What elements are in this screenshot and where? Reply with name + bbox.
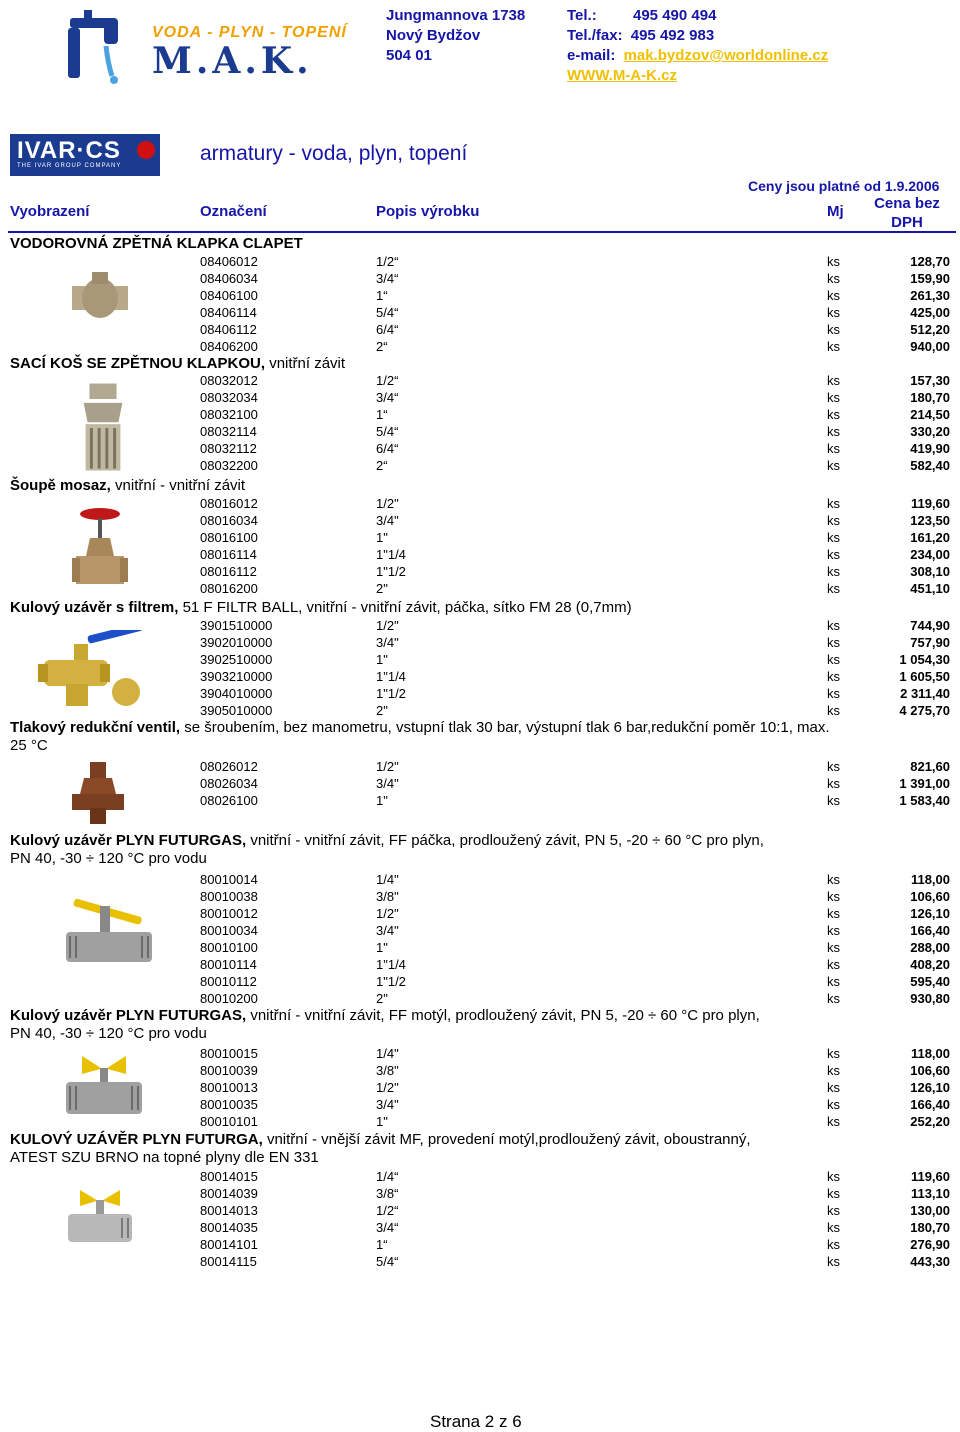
section-heading-bold: Šoupě mosaz, (10, 477, 111, 494)
product-unit: ks (827, 618, 840, 633)
product-code: 80014035 (200, 1220, 258, 1235)
product-code: 08026034 (200, 776, 258, 791)
product-unit: ks (827, 906, 840, 921)
product-code: 08016034 (200, 513, 258, 528)
section-heading-detail: se šroubením, bez manometru, vstupní tlak 30 bar, výstupní tlak 6 bar,redukční poměr 10:1, max. (180, 719, 830, 736)
product-row (0, 685, 960, 702)
product-size: 2“ (376, 458, 388, 473)
section-heading-line2: PN 40, -30 ÷ 120 °C pro vodu (10, 1025, 207, 1042)
product-unit: ks (827, 547, 840, 562)
product-size: 1“ (376, 407, 388, 422)
product-unit: ks (827, 1114, 840, 1129)
section-heading (10, 235, 950, 253)
product-size: 5/4“ (376, 305, 399, 320)
header-rule (8, 231, 956, 233)
product-code: 08406012 (200, 254, 258, 269)
product-row (0, 990, 960, 1007)
product-row (0, 634, 960, 651)
product-code: 08032034 (200, 390, 258, 405)
section-heading (10, 599, 950, 617)
product-unit: ks (827, 1063, 840, 1078)
product-unit: ks (827, 635, 840, 650)
product-size: 3/4“ (376, 1220, 399, 1235)
product-price: 1 605,50 (899, 669, 950, 684)
product-row (0, 529, 960, 546)
product-row (0, 495, 960, 512)
product-size: 1/2" (376, 759, 399, 774)
product-row (0, 1253, 960, 1270)
product-size: 1/4“ (376, 1169, 399, 1184)
product-price: 157,30 (910, 373, 950, 388)
product-row (0, 668, 960, 685)
price-validity-note: Ceny jsou platné od 1.9.2006 (748, 178, 940, 194)
product-size: 1"1/2 (376, 686, 406, 701)
product-unit: ks (827, 390, 840, 405)
product-code: 80010038 (200, 889, 258, 904)
col-header-unit: Mj (827, 203, 844, 220)
product-price: 1 583,40 (899, 793, 950, 808)
email-label: e-mail: (567, 47, 616, 64)
product-size: 3/8“ (376, 1186, 399, 1201)
product-unit: ks (827, 991, 840, 1006)
product-unit: ks (827, 793, 840, 808)
product-price: 425,00 (910, 305, 950, 320)
col-header-image: Vyobrazení (10, 203, 90, 220)
product-size: 2" (376, 581, 388, 596)
product-row (0, 423, 960, 440)
product-price: 118,00 (910, 872, 950, 887)
product-price: 1 054,30 (899, 652, 950, 667)
product-code: 08406034 (200, 271, 258, 286)
product-price: 252,20 (910, 1114, 950, 1129)
product-code: 3902510000 (200, 652, 273, 667)
product-size: 6/4“ (376, 322, 399, 337)
product-size: 1"1/4 (376, 957, 406, 972)
product-unit: ks (827, 581, 840, 596)
section-heading (10, 1131, 950, 1167)
product-code: 80010012 (200, 906, 258, 921)
section-heading-bold: Kulový uzávěr PLYN FUTURGAS, (10, 1007, 247, 1024)
product-price: 1 391,00 (899, 776, 950, 791)
section-heading-line2: ATEST SZU BRNO na topné plyny dle EN 331 (10, 1149, 319, 1166)
product-row (0, 775, 960, 792)
product-unit: ks (827, 407, 840, 422)
product-code: 08026100 (200, 793, 258, 808)
product-price: 443,30 (910, 1254, 950, 1269)
product-code: 08032100 (200, 407, 258, 422)
product-price: 106,60 (910, 1063, 950, 1078)
product-price: 126,10 (910, 906, 950, 921)
col-header-price-line2: DPH (891, 214, 923, 231)
product-row (0, 563, 960, 580)
product-row (0, 580, 960, 597)
product-price: 123,50 (910, 513, 950, 528)
product-size: 1/4" (376, 872, 399, 887)
product-size: 2“ (376, 339, 388, 354)
product-price: 106,60 (910, 889, 950, 904)
product-price: 451,10 (910, 581, 950, 596)
product-row (0, 1202, 960, 1219)
product-size: 3/4" (376, 635, 399, 650)
email-link[interactable]: mak.bydzov@worldonline.cz (623, 47, 829, 64)
product-size: 1/2“ (376, 373, 399, 388)
product-size: 1“ (376, 288, 388, 303)
product-unit: ks (827, 288, 840, 303)
section-heading-bold: Tlakový redukční ventil, (10, 719, 181, 736)
product-unit: ks (827, 703, 840, 718)
logo-slogan: VODA - PLYN - TOPENÍ (152, 24, 347, 41)
product-size: 1"1/2 (376, 564, 406, 579)
product-unit: ks (827, 1237, 840, 1252)
product-price: 595,40 (910, 974, 950, 989)
product-price: 119,60 (910, 496, 950, 511)
product-code: 08406100 (200, 288, 258, 303)
product-code: 80010013 (200, 1080, 258, 1095)
product-code: 80014101 (200, 1237, 258, 1252)
product-unit: ks (827, 322, 840, 337)
product-unit: ks (827, 686, 840, 701)
product-unit: ks (827, 669, 840, 684)
product-unit: ks (827, 889, 840, 904)
product-price: 757,90 (910, 635, 950, 650)
address-city: Nový Bydžov (386, 27, 481, 44)
product-size: 1" (376, 793, 388, 808)
section-heading-bold: Kulový uzávěr PLYN FUTURGAS, (10, 832, 247, 849)
product-size: 1/2" (376, 618, 399, 633)
product-price: 4 275,70 (899, 703, 950, 718)
product-code: 08406114 (200, 305, 257, 320)
product-size: 1/4" (376, 1046, 399, 1061)
product-price: 130,00 (910, 1203, 950, 1218)
product-row (0, 304, 960, 321)
product-row (0, 758, 960, 775)
product-size: 1" (376, 940, 388, 955)
product-size: 3/4" (376, 923, 399, 938)
product-price: 930,80 (910, 991, 950, 1006)
product-unit: ks (827, 1254, 840, 1269)
product-price: 119,60 (910, 1169, 950, 1184)
product-price: 288,00 (910, 940, 950, 955)
product-price: 940,00 (910, 339, 950, 354)
product-row (0, 1079, 960, 1096)
product-price: 2 311,40 (900, 686, 950, 701)
product-unit: ks (827, 1169, 840, 1184)
product-code: 3901510000 (200, 618, 273, 633)
product-unit: ks (827, 1097, 840, 1112)
product-unit: ks (827, 441, 840, 456)
section-heading-detail: vnitřní - vnitřní závit, FF motýl, prodloužený závit, PN 5, -20 ÷ 60 °C pro plyn, (246, 1007, 760, 1024)
product-code: 80010034 (200, 923, 258, 938)
product-unit: ks (827, 530, 840, 545)
product-row (0, 792, 960, 809)
section-heading (10, 1007, 950, 1043)
product-price: 582,40 (910, 458, 950, 473)
product-unit: ks (827, 652, 840, 667)
tel-label: Tel.: (567, 7, 597, 24)
section-heading-bold: KULOVÝ UZÁVĚR PLYN FUTURGA, (10, 1131, 263, 1148)
product-code: 80010039 (200, 1063, 258, 1078)
fax-number: 495 492 983 (630, 27, 715, 44)
product-price: 128,70 (910, 254, 950, 269)
product-unit: ks (827, 923, 840, 938)
product-size: 5/4“ (376, 424, 399, 439)
product-price: 159,90 (910, 271, 950, 286)
product-price: 166,40 (910, 1097, 950, 1112)
section-heading (10, 477, 950, 495)
product-size: 1" (376, 1114, 388, 1129)
product-unit: ks (827, 564, 840, 579)
product-unit: ks (827, 339, 840, 354)
product-price: 419,90 (910, 441, 950, 456)
product-code: 08406200 (200, 339, 258, 354)
section-heading (10, 719, 950, 755)
section-heading-bold: SACÍ KOŠ SE ZPĚTNOU KLAPKOU, (10, 355, 266, 372)
product-code: 80010014 (200, 872, 258, 887)
company-contacts (567, 6, 947, 86)
product-code: 08016114 (200, 547, 257, 562)
product-unit: ks (827, 957, 840, 972)
product-size: 6/4“ (376, 441, 399, 456)
product-row (0, 1185, 960, 1202)
product-unit: ks (827, 1220, 840, 1235)
product-unit: ks (827, 974, 840, 989)
product-size: 3/4" (376, 1097, 399, 1112)
product-row (0, 457, 960, 474)
product-row (0, 871, 960, 888)
product-size: 1" (376, 530, 388, 545)
product-code: 3905010000 (200, 703, 273, 718)
col-header-price-line1: Cena bez (874, 195, 940, 212)
section-heading (10, 832, 950, 868)
product-size: 1/2" (376, 496, 399, 511)
logo-text: M.A.K. (152, 40, 313, 82)
product-code: 08032200 (200, 458, 258, 473)
product-unit: ks (827, 305, 840, 320)
product-price: 180,70 (910, 1220, 950, 1235)
product-price: 126,10 (910, 1080, 950, 1095)
page-title: armatury - voda, plyn, topení (200, 142, 468, 165)
product-size: 1“ (376, 1237, 388, 1252)
product-code: 80014039 (200, 1186, 258, 1201)
product-row (0, 1113, 960, 1130)
product-size: 1/2" (376, 1080, 399, 1095)
section-heading-line2: PN 40, -30 ÷ 120 °C pro vodu (10, 850, 207, 867)
product-code: 80010015 (200, 1046, 258, 1061)
product-code: 80010112 (200, 974, 257, 989)
product-price: 330,20 (910, 424, 950, 439)
product-price: 512,20 (910, 322, 950, 337)
product-row (0, 973, 960, 990)
product-price: 744,90 (910, 618, 950, 633)
ivar-logo (10, 134, 160, 176)
product-price: 308,10 (910, 564, 950, 579)
product-code: 08016200 (200, 581, 258, 596)
product-row (0, 888, 960, 905)
tel-number: 495 490 494 (633, 7, 717, 24)
product-size: 3/4" (376, 513, 399, 528)
product-code: 08026012 (200, 759, 258, 774)
section-heading-bold: Kulový uzávěr s filtrem, (10, 599, 179, 616)
product-row (0, 1219, 960, 1236)
product-row (0, 372, 960, 389)
product-row (0, 1096, 960, 1113)
product-unit: ks (827, 424, 840, 439)
ivar-logo-text: IVAR·CS (17, 137, 121, 164)
section-heading-detail: vnitřní - vnější závit MF, provedení motýl,prodloužený závit, oboustranný, (262, 1131, 751, 1148)
product-row (0, 512, 960, 529)
product-size: 1/2" (376, 906, 399, 921)
product-row (0, 546, 960, 563)
product-size: 3/4“ (376, 271, 399, 286)
product-row (0, 406, 960, 423)
product-code: 3904010000 (200, 686, 273, 701)
product-size: 3/8" (376, 1063, 399, 1078)
product-row (0, 702, 960, 719)
col-header-price (862, 194, 952, 232)
ivar-logo-sub: THE IVAR GROUP COMPANY (17, 163, 122, 169)
product-price: 276,90 (910, 1237, 950, 1252)
product-row (0, 253, 960, 270)
product-size: 3/4“ (376, 390, 399, 405)
product-code: 08016012 (200, 496, 258, 511)
product-row (0, 321, 960, 338)
product-unit: ks (827, 1080, 840, 1095)
product-unit: ks (827, 1203, 840, 1218)
product-code: 08016112 (200, 564, 257, 579)
product-unit: ks (827, 872, 840, 887)
product-row (0, 1045, 960, 1062)
product-size: 2" (376, 991, 388, 1006)
product-price: 261,30 (910, 288, 950, 303)
product-unit: ks (827, 458, 840, 473)
product-price: 234,00 (910, 547, 950, 562)
product-unit: ks (827, 940, 840, 955)
section-heading-bold: VODOROVNÁ ZPĚTNÁ KLAPKA CLAPET (10, 235, 303, 252)
product-unit: ks (827, 496, 840, 511)
product-size: 2" (376, 703, 388, 718)
product-price: 166,40 (910, 923, 950, 938)
product-code: 80014015 (200, 1169, 258, 1184)
product-row (0, 939, 960, 956)
product-row (0, 1062, 960, 1079)
ivar-emblem-icon (137, 141, 155, 159)
product-code: 80010101 (200, 1114, 258, 1129)
product-code: 80014115 (200, 1254, 257, 1269)
web-link[interactable]: WWW.M-A-K.cz (567, 67, 677, 84)
product-size: 1" (376, 652, 388, 667)
product-price: 161,20 (910, 530, 950, 545)
product-unit: ks (827, 373, 840, 388)
product-code: 80010035 (200, 1097, 258, 1112)
product-unit: ks (827, 1186, 840, 1201)
product-price: 821,60 (910, 759, 950, 774)
page-footer: Strana 2 z 6 (430, 1412, 522, 1431)
product-row (0, 440, 960, 457)
section-heading-detail: 51 F FILTR BALL, vnitřní - vnitřní závit, páčka, sítko FM 28 (0,7mm) (178, 599, 632, 616)
product-row (0, 1236, 960, 1253)
product-size: 1/2“ (376, 1203, 399, 1218)
product-row (0, 922, 960, 939)
product-code: 3902010000 (200, 635, 273, 650)
product-code: 80014013 (200, 1203, 258, 1218)
section-heading-detail: vnitřní závit (265, 355, 346, 372)
product-unit: ks (827, 1046, 840, 1061)
product-price: 214,50 (910, 407, 950, 422)
product-unit: ks (827, 513, 840, 528)
product-code: 80010114 (200, 957, 257, 972)
fax-label: Tel./fax: (567, 27, 623, 44)
product-row (0, 1168, 960, 1185)
product-row (0, 617, 960, 634)
product-row (0, 338, 960, 355)
product-unit: ks (827, 759, 840, 774)
product-code: 08032012 (200, 373, 258, 388)
product-unit: ks (827, 776, 840, 791)
product-code: 08406112 (200, 322, 257, 337)
product-price: 118,00 (910, 1046, 950, 1061)
product-size: 1"1/2 (376, 974, 406, 989)
product-size: 3/8" (376, 889, 399, 904)
address-zip: 504 01 (386, 47, 432, 64)
product-code: 80010100 (200, 940, 258, 955)
address-street: Jungmannova 1738 (386, 7, 526, 24)
product-price: 180,70 (910, 390, 950, 405)
product-code: 80010200 (200, 991, 258, 1006)
section-heading-detail: vnitřní - vnitřní závit (110, 477, 246, 494)
col-header-code: Označení (200, 203, 267, 220)
product-size: 1"1/4 (376, 547, 406, 562)
section-heading-line2: 25 °C (10, 737, 48, 754)
section-heading-detail: vnitřní - vnitřní závit, FF páčka, prodloužený závit, PN 5, -20 ÷ 60 °C pro plyn, (246, 832, 764, 849)
product-code: 08032112 (200, 441, 257, 456)
product-unit: ks (827, 254, 840, 269)
product-size: 1/2“ (376, 254, 399, 269)
product-row (0, 389, 960, 406)
product-code: 08016100 (200, 530, 258, 545)
product-row (0, 905, 960, 922)
product-price: 113,10 (910, 1186, 950, 1201)
product-price: 408,20 (910, 957, 950, 972)
product-size: 1"1/4 (376, 669, 406, 684)
product-size: 5/4“ (376, 1254, 399, 1269)
section-heading (10, 355, 950, 373)
company-address (386, 6, 525, 66)
product-unit: ks (827, 271, 840, 286)
product-code: 3903210000 (200, 669, 273, 684)
product-size: 3/4" (376, 776, 399, 791)
product-row (0, 651, 960, 668)
product-row (0, 956, 960, 973)
product-code: 08032114 (200, 424, 257, 439)
product-row (0, 270, 960, 287)
product-row (0, 287, 960, 304)
col-header-desc: Popis výrobku (376, 203, 480, 220)
